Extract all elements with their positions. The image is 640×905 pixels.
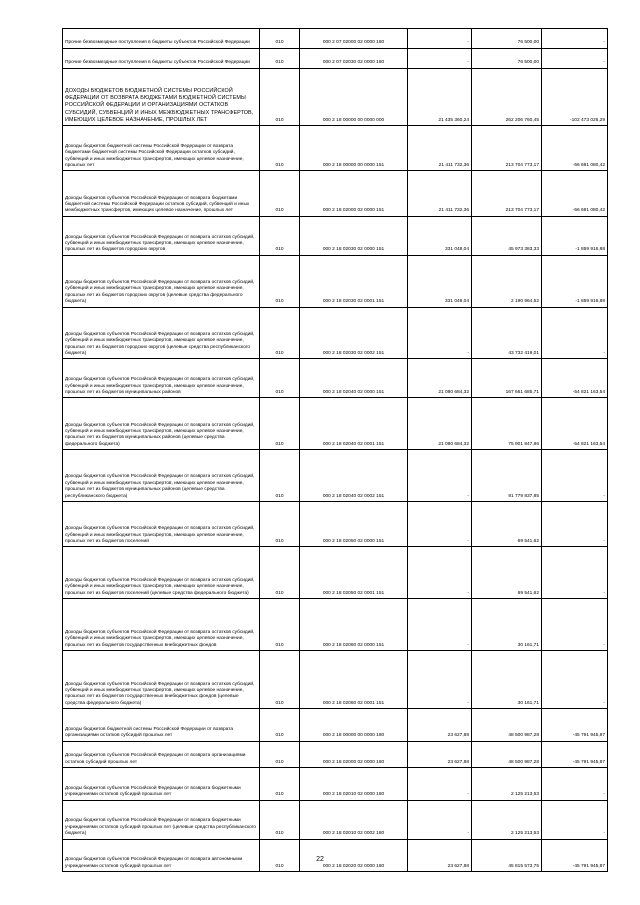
row-code: 010 [260,171,300,216]
row-code: 010 [260,255,300,307]
table-row [63,255,608,307]
row-plan-amount: 21 411 732,36 [408,125,472,170]
row-kbk: 000 2 18 00000 00 0000 000 [300,68,408,125]
table-row [63,450,608,502]
row-name: Доходы бюджетов субъектов Российской Федерации от возврата остатков субсидий, субвенций и иных межбюджетных трансфертов, имеющих целевое назначение, прошлых лет из бюджетов поселений (целевые средства федерального бюджета) [63,547,260,599]
row-plan-amount: - [408,48,472,68]
row-unexecuted-amount: - [542,767,608,800]
row-name: Доходы бюджетов субъектов Российской Федерации от возврата бюджетами бюджетной системы Российской Федерации остатков субсидий, субвенций и иных межбюджетных трансфертов, имеющих целевое назначение, прошлых лет [63,171,260,216]
row-kbk: 000 2 18 02050 02 0000 151 [300,501,408,546]
row-executed-amount: 48 500 987,28 [472,709,542,742]
row-unexecuted-amount: -54 821 163,54 [542,398,608,450]
table-row [63,709,608,742]
row-plan-amount: 21 411 732,36 [408,171,472,216]
row-plan-amount: 331 048,04 [408,216,472,255]
row-kbk: 000 2 18 02040 02 0000 151 [300,359,408,398]
row-name: Доходы бюджетов субъектов Российской Федерации от возврата автономными учреждениями остатков субсидий прошлых лет [63,839,260,872]
row-name: Доходы бюджетов субъектов Российской Федерации от возврата организациями остатков субсидий прошлых лет [63,741,260,767]
row-name: Доходы бюджетов субъектов Российской Федерации от возврата остатков субсидий, субвенций и иных межбюджетных трансфертов, имеющих целевое назначение, прошлых лет из бюджетов городских округов (целевые средства федерального бюджета) [63,255,260,307]
row-executed-amount: 262 206 760,45 [472,68,542,125]
row-executed-amount: 76 500,00 [472,48,542,68]
budget-table [62,28,608,872]
row-unexecuted-amount: -54 821 163,54 [542,359,608,398]
row-unexecuted-amount: - [542,29,608,49]
row-code: 010 [260,741,300,767]
row-plan-amount: - [408,450,472,502]
row-code: 010 [260,650,300,708]
row-executed-amount: 45 815 573,75 [472,839,542,872]
row-code: 010 [260,216,300,255]
row-code: 010 [260,800,300,839]
row-unexecuted-amount: -1 859 916,88 [542,216,608,255]
row-name: Доходы бюджетов субъектов Российской Федерации от возврата остатков субсидий, субвенций и иных межбюджетных трансфертов, имеющих целевое назначение, прошлых лет из бюджетов муниципальных районов (целевые средства республиканского бюджета) [63,450,260,502]
row-name: Доходы бюджетов бюджетной системы Российской Федерации от возврата бюджетами бюджетной системы Российской Федерации остатков субсидий, субвенций и иных межбюджетных трансфертов, имеющих целевое назначение, прошлых лет [63,125,260,170]
row-kbk: 000 2 07 02030 02 0000 180 [300,48,408,68]
row-unexecuted-amount: - [542,650,608,708]
row-plan-amount: 21 080 684,32 [408,398,472,450]
row-kbk: 000 2 18 02000 02 0000 151 [300,171,408,216]
row-plan-amount: 23 627,88 [408,709,472,742]
table-row [63,125,608,170]
row-kbk: 000 2 18 02050 02 0001 151 [300,547,408,599]
row-plan-amount: - [408,307,472,359]
row-code: 010 [260,767,300,800]
row-code: 010 [260,29,300,49]
table-row [63,171,608,216]
row-plan-amount: - [408,650,472,708]
row-code: 010 [260,68,300,125]
row-executed-amount: 69 541,62 [472,547,542,599]
table-row [63,68,608,125]
row-name: Доходы бюджетов субъектов Российской Федерации от возврата бюджетными учреждениями остатков субсидий прошлых лет [63,767,260,800]
table-row [63,501,608,546]
table-row [63,307,608,359]
row-executed-amount: 75 901 847,86 [472,398,542,450]
row-kbk: 000 2 18 02040 02 0002 151 [300,450,408,502]
row-kbk: 000 2 18 02040 02 0001 151 [300,398,408,450]
row-name: ДОХОДЫ БЮДЖЕТОВ БЮДЖЕТНОЙ СИСТЕМЫ РОССИЙСКОЙ ФЕДЕРАЦИИ ОТ ВОЗВРАТА БЮДЖЕТАМИ БЮДЖЕТНОЙ СИСТЕМЫ РОССИЙСКОЙ ФЕДЕРАЦИИ И ОРГАНИЗАЦИЯМИ ОСТАТКОВ СУБСИДИЙ, СУБВЕНЦИЙ И ИНЫХ МЕЖБЮДЖЕТНЫХ ТРАНСФЕРТОВ, ИМЕЮЩИХ ЦЕЛЕВОЕ НАЗНАЧЕНИЕ, ПРОШЛЫХ ЛЕТ [63,68,260,125]
table-row [63,29,608,49]
row-executed-amount: 43 732 419,01 [472,307,542,359]
table-row [63,800,608,839]
row-executed-amount: 213 704 773,17 [472,171,542,216]
row-unexecuted-amount: -102 473 026,29 [542,68,608,125]
row-name: Доходы бюджетов субъектов Российской Федерации от возврата остатков субсидий, субвенций и иных межбюджетных трансфертов, имеющих целевое назначение, прошлых лет из бюджетов государственных внебюджетных фондов (целевые средства федерального бюджета) [63,650,260,708]
row-unexecuted-amount: -45 791 945,87 [542,709,608,742]
row-plan-amount: - [408,501,472,546]
row-plan-amount: 331 048,04 [408,255,472,307]
row-code: 010 [260,398,300,450]
row-unexecuted-amount: - [542,547,608,599]
row-code: 010 [260,307,300,359]
table-row [63,650,608,708]
row-code: 010 [260,450,300,502]
row-plan-amount: - [408,547,472,599]
row-executed-amount: 91 779 837,85 [472,450,542,502]
row-kbk: 000 2 18 00000 00 0000 151 [300,125,408,170]
table-row [63,359,608,398]
table-row [63,547,608,599]
page-number: 22 [316,856,324,863]
row-unexecuted-amount: - [542,307,608,359]
row-kbk: 000 2 18 02060 02 0000 151 [300,599,408,651]
row-unexecuted-amount: - [542,501,608,546]
row-code: 010 [260,709,300,742]
row-kbk: 000 2 18 02010 02 0000 180 [300,767,408,800]
row-code: 010 [260,839,300,872]
row-name: Доходы бюджетов субъектов Российской Федерации от возврата остатков субсидий, субвенций и иных межбюджетных трансфертов, имеющих целевое назначение, прошлых лет из бюджетов государственных внебюджетных фондов [63,599,260,651]
row-plan-amount: 23 627,88 [408,839,472,872]
row-name: Доходы бюджетов субъектов Российской Федерации от возврата остатков субсидий, субвенций и иных межбюджетных трансфертов, имеющих целевое назначение, прошлых лет из бюджетов городских округов [63,216,260,255]
table-row [63,599,608,651]
row-name: Доходы бюджетов субъектов Российской Федерации от возврата бюджетными учреждениями остатков субсидий прошлых лет (целевые средства республиканского бюджета) [63,800,260,839]
row-unexecuted-amount: -45 791 945,87 [542,741,608,767]
budget-report-sheet [62,28,607,872]
row-code: 010 [260,125,300,170]
row-executed-amount: 30 161,71 [472,599,542,651]
table-row [63,741,608,767]
row-executed-amount: 48 500 987,28 [472,741,542,767]
budget-table-body [63,29,608,872]
row-kbk: 000 2 18 02020 02 0000 180 [300,839,408,872]
row-executed-amount: 30 161,71 [472,650,542,708]
row-name: Прочие безвозмездные поступления в бюджеты субъектов Российской Федерации [63,29,260,49]
row-kbk: 000 2 18 02030 02 0002 151 [300,307,408,359]
row-name: Доходы бюджетов субъектов Российской Федерации от возврата остатков субсидий, субвенций и иных межбюджетных трансфертов, имеющих целевое назначение, прошлых лет из бюджетов поселений [63,501,260,546]
row-executed-amount: 167 661 685,71 [472,359,542,398]
row-kbk: 000 2 18 02030 02 0000 151 [300,216,408,255]
row-unexecuted-amount: - [542,800,608,839]
row-code: 010 [260,547,300,599]
row-code: 010 [260,359,300,398]
row-executed-amount: 2 190 964,52 [472,255,542,307]
row-executed-amount: 69 541,62 [472,501,542,546]
row-plan-amount: 21 080 684,32 [408,359,472,398]
table-row [63,398,608,450]
row-plan-amount: 23 627,88 [408,741,472,767]
row-executed-amount: 76 500,00 [472,29,542,49]
table-row [63,48,608,68]
row-kbk: 000 2 18 02030 02 0001 151 [300,255,408,307]
row-kbk: 000 2 18 00000 00 0000 180 [300,709,408,742]
row-executed-amount: 2 125 213,53 [472,767,542,800]
row-name: Доходы бюджетов бюджетной системы Российской Федерации от возврата организациями остатков субсидий прошлых лет [63,709,260,742]
row-kbk: 000 2 07 02000 02 0000 180 [300,29,408,49]
row-unexecuted-amount: - [542,450,608,502]
row-name: Доходы бюджетов субъектов Российской Федерации от возврата остатков субсидий, субвенций и иных межбюджетных трансфертов, имеющих целевое назначение, прошлых лет из бюджетов городских округов (целевые средства республиканского бюджета) [63,307,260,359]
row-code: 010 [260,599,300,651]
row-kbk: 000 2 18 02000 02 0000 180 [300,741,408,767]
row-code: 010 [260,48,300,68]
row-plan-amount: - [408,599,472,651]
row-executed-amount: 213 704 773,17 [472,125,542,170]
row-unexecuted-amount: - [542,48,608,68]
row-unexecuted-amount: -45 791 945,87 [542,839,608,872]
row-name: Доходы бюджетов субъектов Российской Федерации от возврата остатков субсидий, субвенций и иных межбюджетных трансфертов, имеющих целевое назначение, прошлых лет из бюджетов муниципальных районов [63,359,260,398]
row-name: Доходы бюджетов субъектов Российской Федерации от возврата остатков субсидий, субвенций и иных межбюджетных трансфертов, имеющих целевое назначение, прошлых лет из бюджетов муниципальных районов (целевые средства федерального бюджета) [63,398,260,450]
table-row [63,216,608,255]
row-plan-amount: - [408,29,472,49]
row-executed-amount: 2 125 213,53 [472,800,542,839]
row-unexecuted-amount: -56 681 080,42 [542,125,608,170]
table-row [63,767,608,800]
row-plan-amount: - [408,800,472,839]
row-kbk: 000 2 18 02060 02 0001 151 [300,650,408,708]
row-executed-amount: 45 973 383,33 [472,216,542,255]
row-plan-amount: 21 435 360,24 [408,68,472,125]
row-code: 010 [260,501,300,546]
row-kbk: 000 2 18 02010 02 0002 180 [300,800,408,839]
row-unexecuted-amount: -1 859 916,88 [542,255,608,307]
row-name: Прочие безвозмездные поступления в бюджеты субъектов Российской Федерации [63,48,260,68]
row-unexecuted-amount: - [542,599,608,651]
row-unexecuted-amount: -56 681 080,42 [542,171,608,216]
row-plan-amount: - [408,767,472,800]
